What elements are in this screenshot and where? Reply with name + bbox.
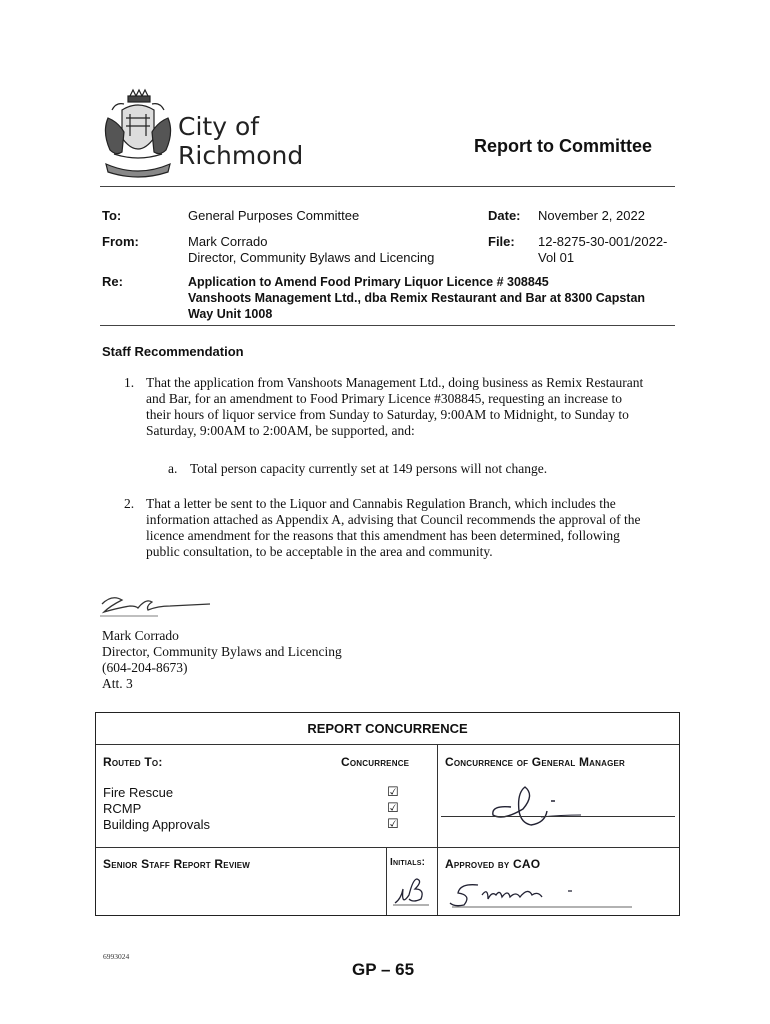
subitem-text: Total person capacity currently set at 149 persons will not change. (190, 461, 548, 476)
department-building-approvals: Building Approvals (103, 817, 210, 832)
from-label: From: (102, 234, 139, 249)
item1-line: and Bar, for an amendment to Food Primary Licence #308845, requesting an increase to (146, 391, 622, 406)
re-line1: Application to Amend Food Primary Liquor Licence # 308845 (188, 275, 549, 289)
from-title: Director, Community Bylaws and Licencing (188, 250, 435, 265)
item1-text (146, 375, 686, 439)
signature-icon (98, 588, 218, 624)
checkbox-fire-rescue: ☑ (387, 785, 399, 800)
table-divider (96, 744, 679, 745)
item1-line: their hours of liquor service from Sunday to Saturday, 9:00AM to Midnight, to Sunday to (146, 407, 629, 422)
item2-text (146, 496, 686, 560)
city-name-line1: City of (178, 112, 260, 141)
initials-signature-icon (391, 875, 433, 909)
table-divider (96, 847, 679, 848)
signatory-title: Director, Community Bylaws and Licencing (102, 644, 342, 659)
checkbox-rcmp: ☑ (387, 801, 399, 816)
item1-number: 1. (124, 375, 135, 390)
item2-line: licence amendment for the reasons that this amendment has been determined, following (146, 528, 620, 543)
checkbox-building-approvals: ☑ (387, 817, 399, 832)
page-code: GP – 65 (352, 960, 415, 979)
item1-line: That the application from Vanshoots Management Ltd., doing business as Remix Restaurant (146, 375, 644, 390)
subitem-letter: a. (168, 461, 178, 476)
re-subject (188, 274, 668, 322)
attachments-count: Att. 3 (102, 676, 133, 691)
signatory-name: Mark Corrado (102, 628, 179, 643)
document-number: 6993024 (103, 952, 130, 961)
gm-signature-icon (451, 777, 601, 833)
table-divider (441, 816, 675, 817)
initials-label: Initials: (390, 857, 426, 868)
from-value (188, 234, 434, 266)
concurrence-title: REPORT CONCURRENCE (307, 721, 468, 736)
item1-line: Saturday, 9:00AM to 2:00AM, be supported, and: (146, 423, 415, 438)
department-fire-rescue: Fire Rescue (103, 785, 174, 800)
city-name-line2: Richmond (178, 141, 304, 170)
staff-recommendation-heading: Staff Recommendation (102, 344, 244, 359)
concurrence-header: Concurrence (341, 755, 410, 769)
senior-staff-review-label: Senior Staff Report Review (103, 857, 251, 871)
city-crest-icon (100, 88, 176, 180)
city-name (178, 112, 303, 170)
department-list (103, 785, 210, 833)
gm-concurrence-header: Concurrence of General Manager (445, 755, 626, 769)
date-label: Date: (488, 208, 521, 223)
signatory-phone: (604-204-8673) (102, 660, 188, 675)
concurrence-checks (387, 785, 399, 833)
to-value: General Purposes Committee (188, 208, 360, 223)
report-title: Report to Committee (474, 136, 653, 156)
re-label: Re: (102, 274, 123, 289)
item2-line: That a letter be sent to the Liquor and Cannabis Regulation Branch, which includes the (146, 496, 616, 511)
header-divider (100, 186, 675, 187)
department-rcmp: RCMP (103, 801, 142, 816)
file-value (538, 234, 667, 266)
table-divider (437, 744, 438, 915)
item2-line: public consultation, to be acceptable in the area and community. (146, 544, 493, 559)
item2-line: information attached as Appendix A, advising that Council recommends the approval of the (146, 512, 641, 527)
to-label: To: (102, 208, 122, 223)
re-line3: Way Unit 1008 (188, 307, 273, 321)
file-value-line1: 12-8275-30-001/2022- (538, 234, 668, 249)
approved-by-cao-label: Approved by CAO (445, 857, 541, 871)
from-name: Mark Corrado (188, 234, 268, 249)
item2-number: 2. (124, 496, 135, 511)
re-line2: Vanshoots Management Ltd., dba Remix Restaurant and Bar at 8300 Capstan (188, 291, 646, 305)
date-value: November 2, 2022 (538, 208, 645, 223)
file-label: File: (488, 234, 515, 249)
routed-to-header: Routed To: (103, 755, 163, 769)
file-value-line2: Vol 01 (538, 250, 575, 265)
table-divider (386, 847, 387, 915)
signature-block (102, 628, 342, 692)
meta-divider (100, 325, 675, 326)
cao-signature-icon (448, 873, 638, 913)
report-concurrence-table (95, 712, 680, 916)
